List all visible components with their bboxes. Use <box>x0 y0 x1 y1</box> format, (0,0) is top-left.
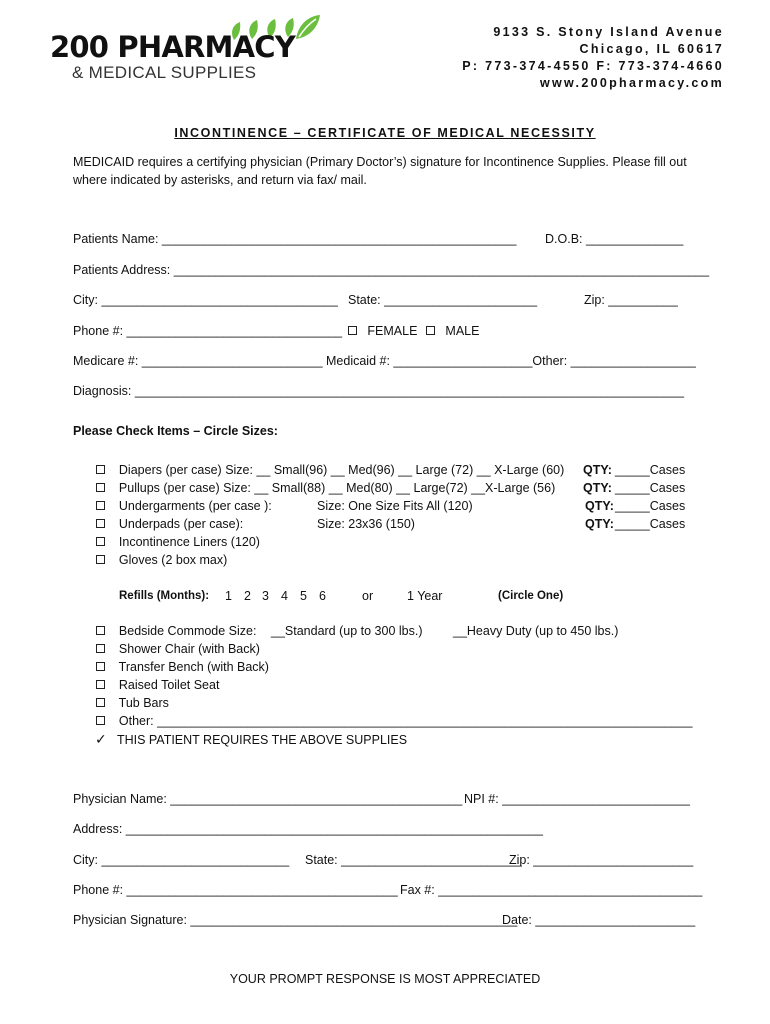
circle-one-note: (Circle One) <box>498 590 564 602</box>
item-checkbox[interactable] <box>96 626 105 635</box>
commode-heavy-duty-option[interactable]: __Heavy Duty (up to 450 lbs.) <box>453 624 619 638</box>
male-checkbox[interactable] <box>426 326 435 335</box>
address-street: 9133 S. Stony Island Avenue <box>493 25 724 39</box>
item-label: Diapers (per case) Size: __ Small(96) __ Med(96) __ Large (72) __ X-Large (60) <box>118 463 565 477</box>
patient-phone-field[interactable]: Phone #: _______________________________ <box>73 324 343 338</box>
logo-wordmark: 200 PHARMACY <box>50 30 295 64</box>
gender-male-option[interactable] <box>426 324 479 338</box>
requires-statement <box>95 731 407 748</box>
item-label: Undergarments (per case ): <box>118 499 272 513</box>
item-label: Underpads (per case): <box>118 517 244 531</box>
physician-fax-field[interactable]: Fax #: ______________________________________ <box>400 883 703 897</box>
list-item[interactable] <box>96 481 555 495</box>
list-item[interactable] <box>96 642 260 656</box>
female-checkbox[interactable] <box>348 326 357 335</box>
physician-signature-field[interactable]: Physician Signature: _______________________________________________ <box>73 913 518 927</box>
list-item[interactable] <box>96 678 219 692</box>
item-checkbox[interactable] <box>96 716 105 725</box>
refill-option-4[interactable]: 4 <box>281 589 288 603</box>
item-checkbox[interactable] <box>96 483 105 492</box>
qty-field[interactable]: _____Cases <box>615 481 686 495</box>
item-label: Transfer Bench (with Back) <box>118 660 269 674</box>
list-item[interactable] <box>96 463 564 477</box>
address-phone-fax: P: 773-374-4550 F: 773-374-4660 <box>462 59 724 73</box>
item-label: Pullups (per case) Size: __ Small(88) __ Med(80) __ Large(72) __X-Large (56) <box>118 481 556 495</box>
male-label: MALE <box>445 324 480 338</box>
patient-address-field[interactable]: Patients Address: _____________________________________________________________________________ <box>73 263 710 277</box>
refill-option-2[interactable]: 2 <box>244 589 251 603</box>
list-item[interactable] <box>96 696 169 710</box>
qty-label: QTY: <box>585 499 614 513</box>
footer-note: YOUR PROMPT RESPONSE IS MOST APPRECIATED <box>229 972 541 986</box>
item-checkbox[interactable] <box>96 644 105 653</box>
physician-phone-field[interactable]: Phone #: _______________________________________ <box>73 883 398 897</box>
list-item[interactable] <box>96 660 269 674</box>
logo-subtitle: & MEDICAL SUPPLIES <box>72 63 257 82</box>
physician-city-field[interactable]: City: ___________________________ <box>73 853 290 867</box>
item-label: Raised Toilet Seat <box>118 678 220 692</box>
item-label: Bedside Commode Size: <box>118 624 257 638</box>
physician-name-field[interactable]: Physician Name: __________________________________________ <box>73 792 463 806</box>
item-checkbox[interactable] <box>96 501 105 510</box>
form-title: INCONTINENCE – CERTIFICATE OF MEDICAL NECESSITY <box>174 126 596 140</box>
signature-date-field[interactable]: Date: _______________________ <box>502 913 696 927</box>
qty-field[interactable]: _____Cases <box>615 499 686 513</box>
patient-city-field[interactable]: City: __________________________________ <box>73 293 338 307</box>
item-size: Size: 23x36 (150) <box>317 517 415 531</box>
item-checkbox[interactable] <box>96 519 105 528</box>
qty-field[interactable]: _____Cases <box>615 463 686 477</box>
checkmark-icon: ✓ <box>95 731 107 747</box>
item-checkbox[interactable] <box>96 698 105 707</box>
list-item[interactable] <box>96 624 256 638</box>
physician-address-field[interactable]: Address: ____________________________________________________________ <box>73 822 543 836</box>
item-label: Shower Chair (with Back) <box>118 642 260 656</box>
commode-standard-option[interactable]: __Standard (up to 300 lbs.) <box>271 624 423 638</box>
patient-state-field[interactable]: State: ______________________ <box>348 293 538 307</box>
list-item[interactable] <box>96 714 692 728</box>
insurance-numbers-field[interactable]: Medicare #: __________________________ Medicaid #: ____________________Other: __________________ <box>73 354 696 368</box>
form-intro <box>73 153 687 189</box>
patient-name-field[interactable]: Patients Name: ___________________________________________________ <box>73 232 517 246</box>
list-item[interactable] <box>96 535 260 549</box>
patient-zip-field[interactable]: Zip: __________ <box>584 293 678 307</box>
qty-label: QTY: <box>585 517 614 531</box>
list-item[interactable] <box>96 499 272 513</box>
refill-option-5[interactable]: 5 <box>300 589 307 603</box>
intro-line-2: where indicated by asterisks, and return via fax/ mail. <box>73 173 367 187</box>
refills-label: Refills (Months): <box>119 590 210 602</box>
address-city: Chicago, IL 60617 <box>579 42 724 56</box>
diagnosis-field[interactable]: Diagnosis: _______________________________________________________________________________ <box>73 384 685 398</box>
item-size: Size: One Size Fits All (120) <box>317 499 473 513</box>
item-checkbox[interactable] <box>96 555 105 564</box>
item-checkbox[interactable] <box>96 680 105 689</box>
physician-zip-field[interactable]: Zip: _______________________ <box>509 853 694 867</box>
item-label: Tub Bars <box>118 696 169 710</box>
gender-female-option[interactable] <box>348 324 417 338</box>
items-heading: Please Check Items – Circle Sizes: <box>73 424 278 438</box>
patient-dob-field[interactable]: D.O.B: ______________ <box>545 232 684 246</box>
list-item[interactable] <box>96 553 227 567</box>
physician-state-field[interactable]: State: __________________________ <box>305 853 522 867</box>
qty-field[interactable]: _____Cases <box>615 517 686 531</box>
item-checkbox[interactable] <box>96 465 105 474</box>
intro-line-1: MEDICAID requires a certifying physician (Primary Doctor’s) signature for Incontinence Supplies. Please fill out <box>73 155 687 169</box>
qty-label: QTY: <box>583 463 612 477</box>
physician-npi-field[interactable]: NPI #: ___________________________ <box>464 792 690 806</box>
female-label: FEMALE <box>367 324 418 338</box>
item-label: Gloves (2 box max) <box>118 553 228 567</box>
requires-label: THIS PATIENT REQUIRES THE ABOVE SUPPLIES <box>116 733 408 747</box>
item-checkbox[interactable] <box>96 537 105 546</box>
list-item[interactable] <box>96 517 243 531</box>
item-checkbox[interactable] <box>96 662 105 671</box>
refill-option-1-year[interactable]: 1 Year <box>407 589 443 603</box>
refill-option-3[interactable]: 3 <box>262 589 269 603</box>
item-label: Incontinence Liners (120) <box>118 535 260 549</box>
other-field[interactable]: Other: _____________________________________________________________________________ <box>118 714 693 728</box>
refill-option-6[interactable]: 6 <box>319 589 326 603</box>
refill-option-1[interactable]: 1 <box>225 589 232 603</box>
refill-or: or <box>362 589 374 603</box>
address-website: www.200pharmacy.com <box>539 76 724 90</box>
qty-label: QTY: <box>583 481 612 495</box>
